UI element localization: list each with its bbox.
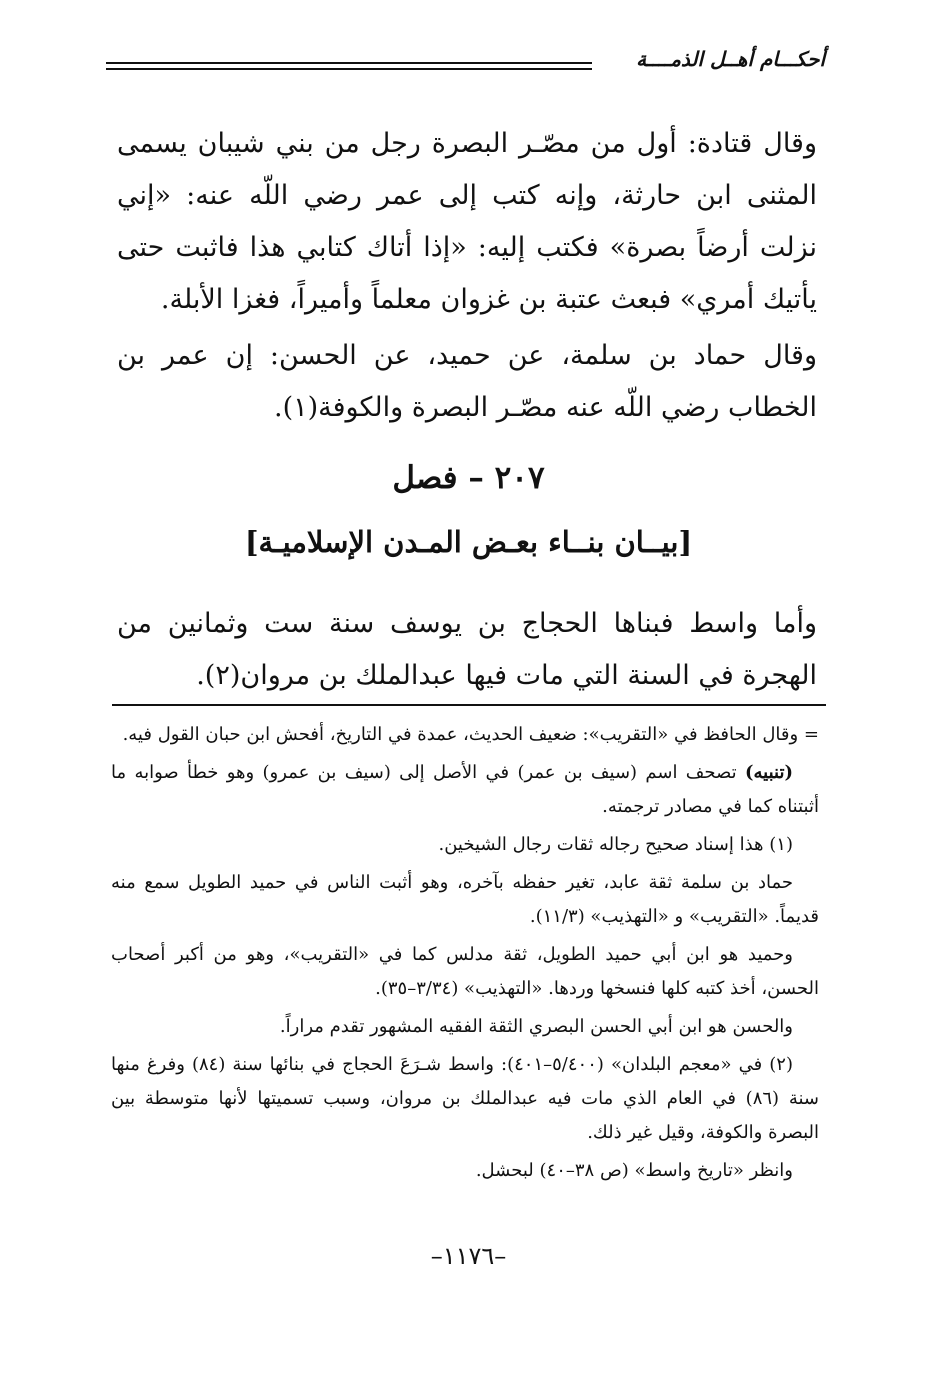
body-paragraph-2	[117, 330, 817, 434]
footnote-2-a: (٢) في «معجم البلدان» (٥/٤٠٠–٤٠١): واسط شـرَعَ الحجاج في بنائها سنة (٨٤) وفرغ منها سنة (٨٦) في العام الذي مات فيه عبدالملك بن مروان، وسبب تسميتها لأنها متوسطة بين البصرة والكوفة، وقيل غير ذلك.	[111, 1054, 819, 1143]
running-header: أحكـــام أهــل الذمــــة	[636, 47, 825, 71]
header-rule-top	[106, 62, 592, 64]
footnote-1-a: (١) هذا إسناد صحيح رجاله ثقات رجال الشيخين.	[438, 834, 793, 855]
header-rule-bottom	[106, 68, 592, 70]
footnote-note	[111, 756, 819, 824]
section-number: ٢٠٧ – فصل	[392, 460, 545, 496]
paragraph-text: وقال قتادة: أول من مصّـر البصرة رجل من بني شيبان يسمى المثنى ابن حارثة، وإنه كتب إلى عمر رضي اللّه عنه: «إني نزلت أرضاً بصرة» فكتب إليه: «إذا أتاك كتابي هذا فاثبت حتى يأتيك أمري» فبعث عتبة بن غزوان معلماً وأميراً، فغزا الأبلة.	[117, 128, 817, 315]
footnote-continuation: = وقال الحافظ في «التقريب»: ضعيف الحديث، عمدة في التاريخ، أفحش ابن حبان القول فيه.	[122, 724, 819, 745]
footnote-2-b: وانظر «تاريخ واسط» (ص ٣٨–٤٠) لبحشل.	[475, 1160, 793, 1181]
note-label: (تنبيه)	[745, 762, 793, 783]
footnote-1-b: حماد بن سلمة ثقة عابد، تغير حفظه بآخره، وهو أثبت الناس في حميد الطويل سمع منه قديماً. «التقريب» و «التهذيب» (١١/٣).	[111, 872, 819, 927]
footnote-1-d: والحسن هو ابن أبي الحسن البصري الثقة الفقيه المشهور تقدم مراراً.	[279, 1016, 793, 1037]
section-title: [بيــان بنــاء بعـض المـدن الإسلاميـة]	[244, 525, 693, 559]
footnotes	[111, 718, 819, 1192]
body-paragraph-1	[117, 118, 817, 326]
paragraph-text: وقال حماد بن سلمة، عن حميد، عن الحسن: إن عمر بن الخطاب رضي اللّه عنه مصّـر البصرة والكوفة(١).	[117, 340, 817, 423]
paragraph-text: وأما واسط فبناها الحجاج بن يوسف سنة ست وثمانين من الهجرة في السنة التي مات فيها عبدالملك بن مروان(٢).	[117, 608, 817, 691]
footnote-separator	[112, 704, 826, 706]
body-paragraph-3	[117, 598, 817, 702]
note-text: تصحف اسم (سيف بن عمر) في الأصل إلى (سيف بن عمرو) وهو خطأ صوابه ما أثبتناه كما في مصادر ترجمته.	[111, 762, 819, 817]
footnote-1-c: وحميد هو ابن أبي حميد الطويل، ثقة مدلس كما في «التقريب»، وهو من أكبر أصحاب الحسن، أخذ كتبه كلها فنسخها وردها. «التهذيب» (٣/٣٤–٣٥).	[111, 944, 819, 999]
page-number: –١١٧٦–	[430, 1242, 507, 1270]
